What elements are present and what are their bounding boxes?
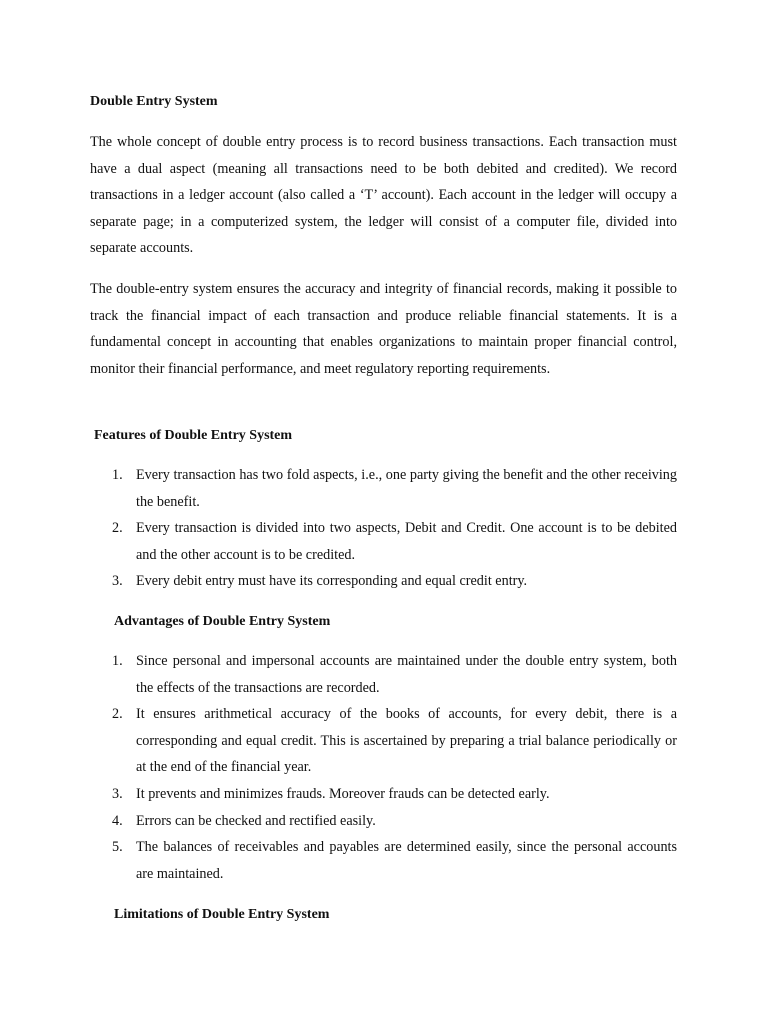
intro-paragraph: The whole concept of double entry process is to record business transactions. Each transaction must have a dual aspect (meaning all transactions need to be both debited and credited). We record transactions in a ledger account (also called a ‘T’ account). Each account in the ledger will occupy a separate page; in a computerized system, the ledger will consist of a computer file, divided into separate accounts. <box>90 134 677 257</box>
list-item <box>110 648 677 701</box>
list-item <box>110 515 677 568</box>
list-item <box>110 808 677 835</box>
document-title: Double Entry System <box>90 94 218 109</box>
list-item-text: Since personal and impersonal accounts are maintained under the double entry system, both the effects of the transactions are recorded. <box>136 653 677 696</box>
features-heading: Features of Double Entry System <box>94 428 293 443</box>
list-item-number: 4. <box>112 812 123 829</box>
list-item <box>110 462 677 515</box>
list-item-number: 2. <box>112 520 123 537</box>
list-item-text: Every transaction is divided into two aspects, Debit and Credit. One account is to be debited and the other account is to be credited. <box>136 520 677 563</box>
list-item-number: 1. <box>112 467 123 483</box>
list-item-number: 5. <box>112 839 123 856</box>
list-item-text: It ensures arithmetical accuracy of the books of accounts, for every debit, there is a corresponding and equal credit. This is ascertained by preparing a trial balance periodically or at the end of the financial year. <box>136 706 677 776</box>
list-item-text: It prevents and minimizes frauds. Moreover frauds can be detected early. <box>136 785 550 802</box>
list-item-text: Every transaction has two fold aspects, i.e., one party giving the benefit and the other receiving the benefit. <box>136 467 677 510</box>
list-item-number: 3. <box>112 785 123 802</box>
limitations-heading: Limitations of Double Entry System <box>114 907 330 922</box>
list-item-number: 1. <box>112 653 123 669</box>
list-item-number: 3. <box>112 573 123 590</box>
list-item <box>110 568 677 595</box>
advantages-list <box>110 648 677 887</box>
accuracy-paragraph: The double-entry system ensures the accuracy and integrity of financial records, making it possible to track the financial impact of each transaction and produce reliable financial statements. It is a fundamental concept in accounting that enables organizations to maintain proper financial control, monitor their financial performance, and meet regulatory reporting requirements. <box>90 281 677 377</box>
features-list <box>110 462 677 595</box>
list-item-text: Every debit entry must have its corresponding and equal credit entry. <box>136 573 528 590</box>
list-item <box>110 701 677 781</box>
list-item <box>110 781 677 808</box>
list-item-number: 2. <box>112 706 123 723</box>
list-item-text: The balances of receivables and payables are determined easily, since the personal accounts are maintained. <box>136 839 677 882</box>
list-item-text: Errors can be checked and rectified easily. <box>136 812 376 829</box>
advantages-heading: Advantages of Double Entry System <box>114 614 331 629</box>
list-item <box>110 834 677 887</box>
